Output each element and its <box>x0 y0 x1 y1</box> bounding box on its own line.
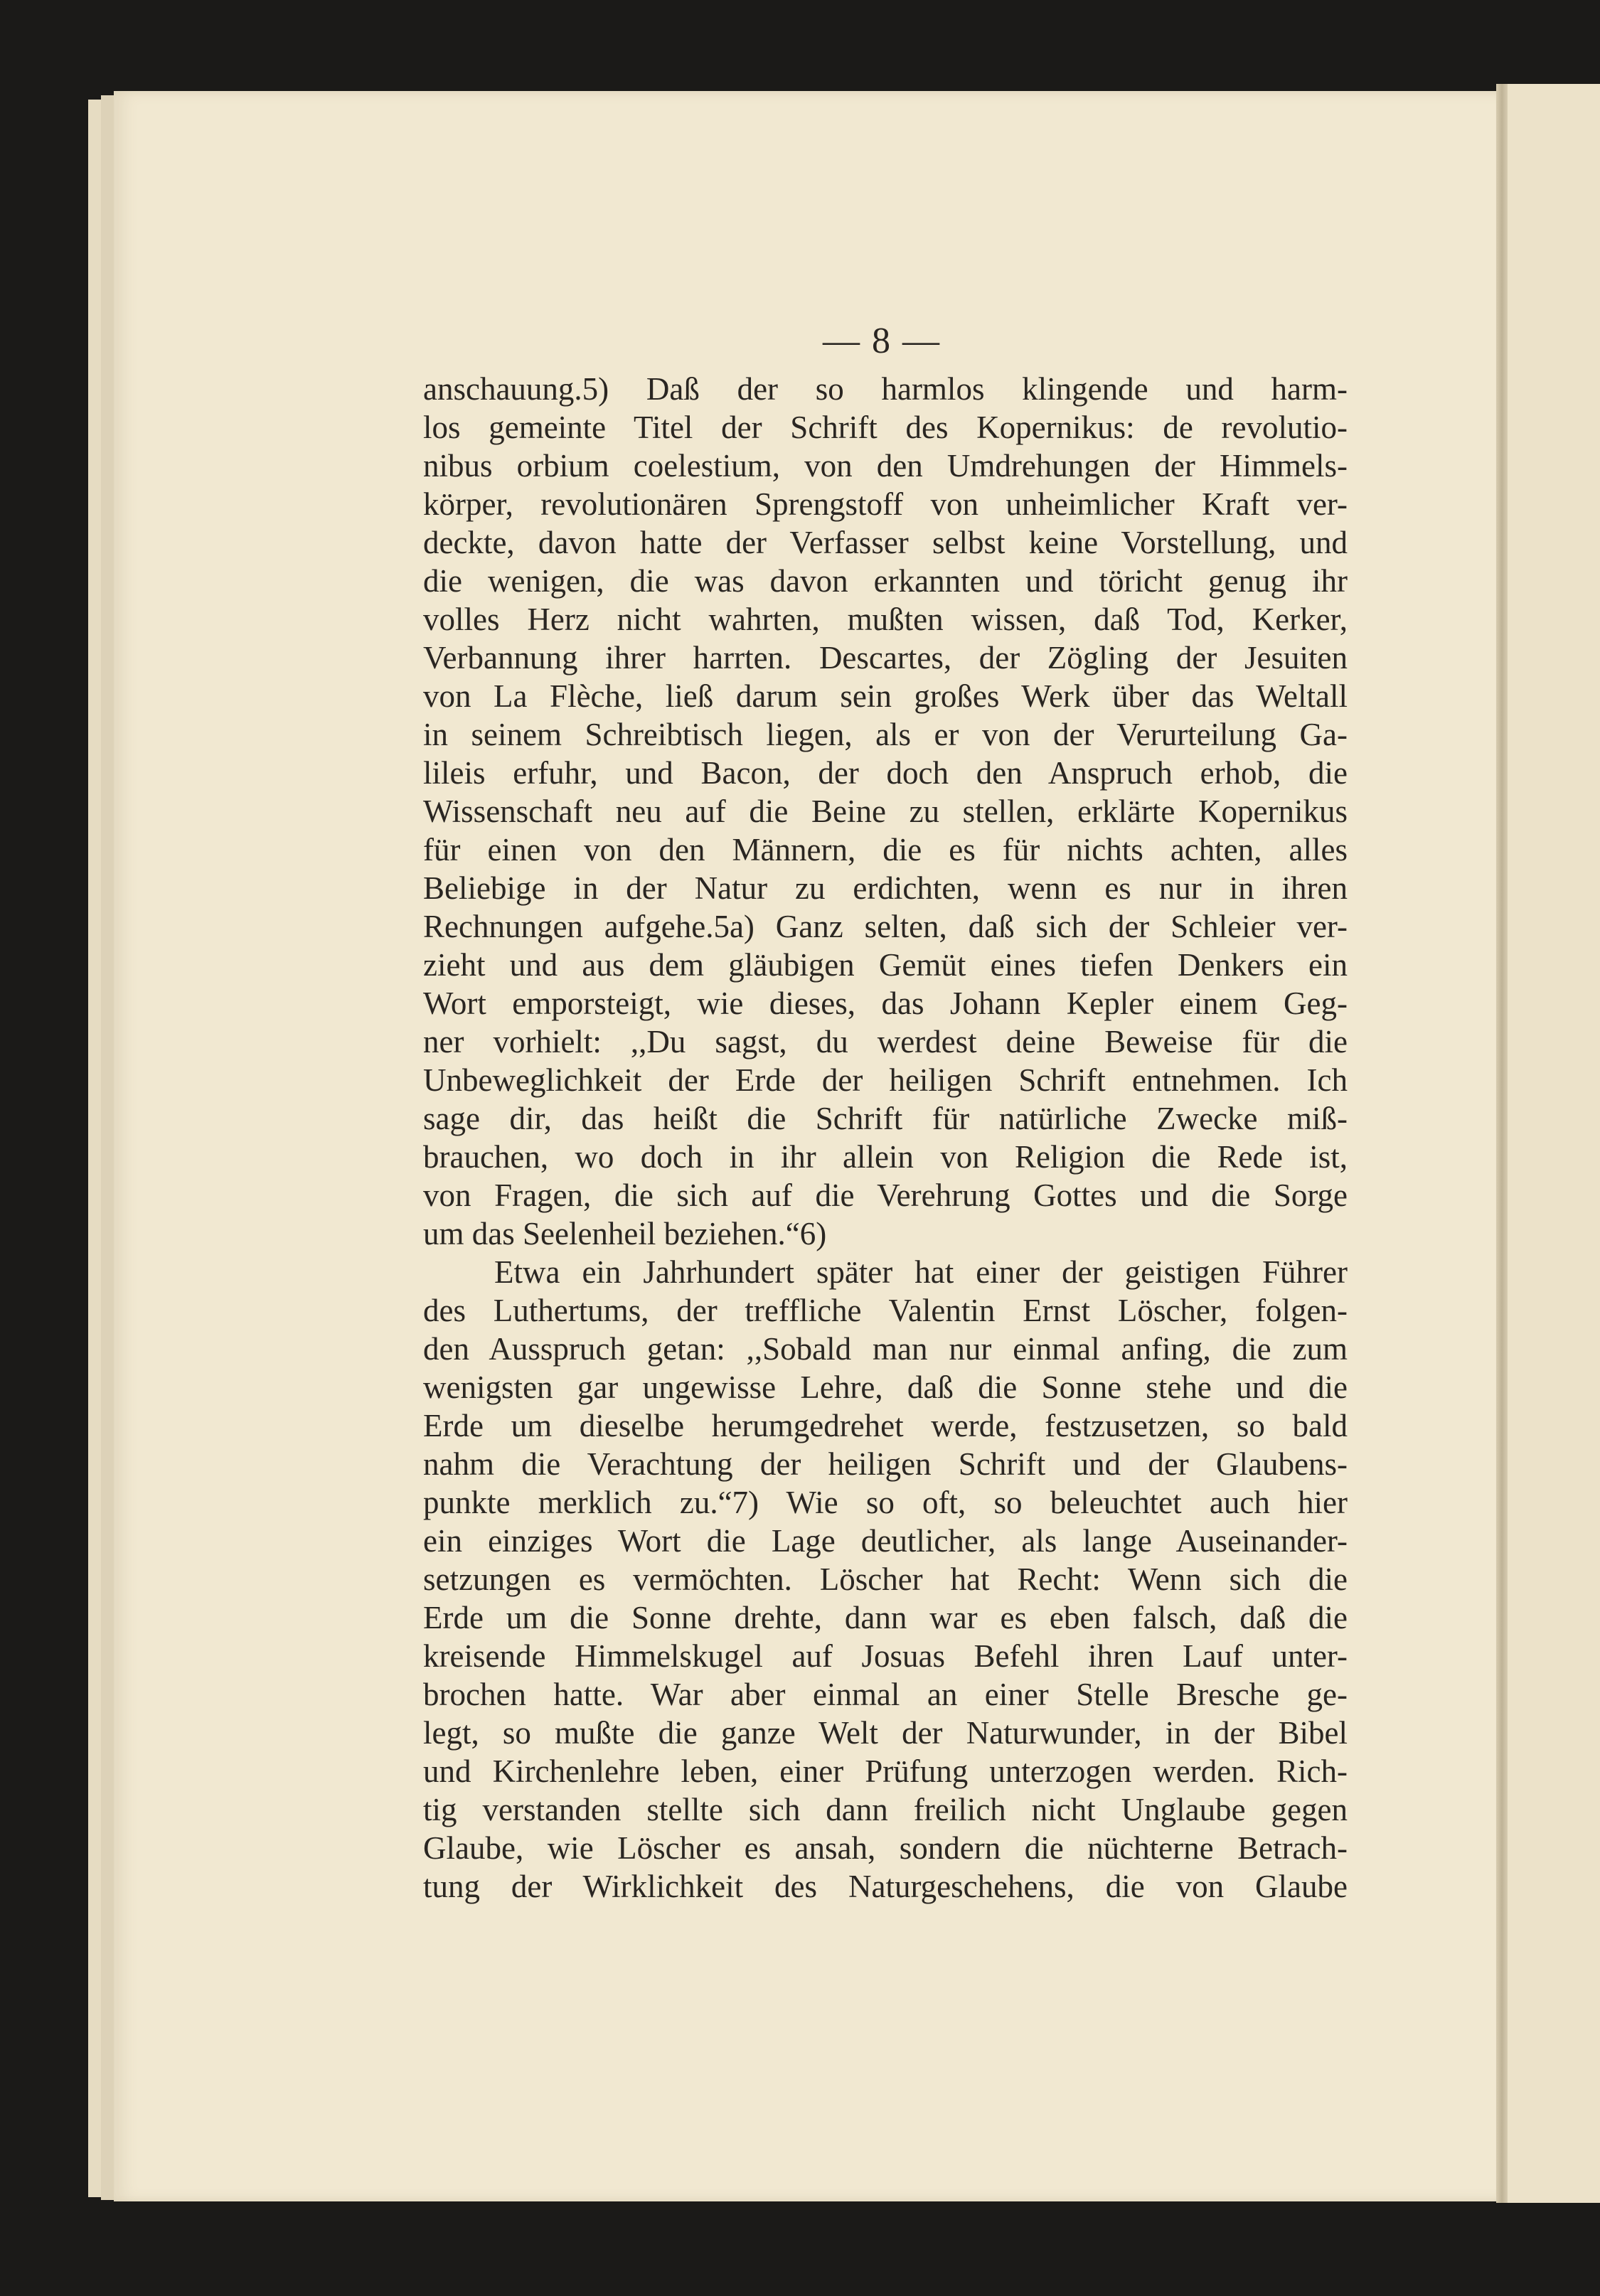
text-line: Beliebige in der Natur zu erdichten, wenn es nur in ihren <box>423 870 1348 906</box>
text-line: Glaube, wie Löscher es ansah, sondern die nüchterne Betrach- <box>423 1830 1348 1866</box>
book-gutter <box>1496 84 1508 2203</box>
text-line: den Ausspruch getan: ,,Sobald man nur einmal anfing, die zum <box>423 1331 1348 1367</box>
text-line: Erde um dieselbe herumgedrehet werde, festzusetzen, so bald <box>423 1408 1348 1443</box>
page-number: — 8 — <box>823 321 941 361</box>
text-line: Rechnungen aufgehe.5a) Ganz selten, daß sich der Schleier ver- <box>423 909 1348 944</box>
text-line: zieht und aus dem gläubigen Gemüt eines tiefen Denkers ein <box>423 947 1348 983</box>
page-stack-edge <box>101 95 115 2200</box>
text-line: nibus orbium coelestium, von den Umdrehungen der Himmels- <box>423 448 1348 484</box>
text-line: nahm die Verachtung der heiligen Schrift und der Glaubens- <box>423 1446 1348 1482</box>
text-line: deckte, davon hatte der Verfasser selbst keine Vorstellung, und <box>423 525 1348 560</box>
text-line: körper, revolutionären Sprengstoff von unheimlicher Kraft ver- <box>423 486 1348 522</box>
text-line: brauchen, wo doch in ihr allein von Religion die Rede ist, <box>423 1139 1348 1175</box>
body-text <box>423 370 1348 1906</box>
text-line: ein einziges Wort die Lage deutlicher, als lange Auseinander- <box>423 1523 1348 1559</box>
text-line: die wenigen, die was davon erkannten und töricht genug ihr <box>423 563 1348 599</box>
text-line: in seinem Schreibtisch liegen, als er von der Verurteilung Ga- <box>423 717 1348 752</box>
text-line: legt, so mußte die ganze Welt der Naturwunder, in der Bibel <box>423 1715 1348 1751</box>
text-line: Etwa ein Jahrhundert später hat einer der geistigen Führer <box>494 1254 1348 1290</box>
text-line: los gemeinte Titel der Schrift des Kopernikus: de revolutio- <box>423 410 1348 445</box>
text-line: sage dir, das heißt die Schrift für natürliche Zwecke miß- <box>423 1101 1348 1136</box>
next-page-edge <box>1506 84 1600 2203</box>
text-line: des Luthertums, der treffliche Valentin Ernst Löscher, folgen- <box>423 1293 1348 1328</box>
text-line: anschauung.5) Daß der so harmlos klingende und harm- <box>423 371 1348 407</box>
text-line: Unbeweglichkeit der Erde der heiligen Schrift entnehmen. Ich <box>423 1062 1348 1098</box>
text-line: um das Seelenheil beziehen.“6) <box>423 1216 827 1251</box>
text-line: brochen hatte. War aber einmal an einer Stelle Bresche ge- <box>423 1677 1348 1712</box>
text-line: volles Herz nicht wahrten, mußten wissen, daß Tod, Kerker, <box>423 602 1348 637</box>
text-line: für einen von den Männern, die es für nichts achten, alles <box>423 832 1348 867</box>
text-line: punkte merklich zu.“7) Wie so oft, so beleuchtet auch hier <box>423 1485 1348 1520</box>
text-line: und Kirchenlehre leben, einer Prüfung unterzogen werden. Rich- <box>423 1753 1348 1789</box>
text-line: setzungen es vermöchten. Löscher hat Recht: Wenn sich die <box>423 1561 1348 1597</box>
text-line: wenigsten gar ungewisse Lehre, daß die Sonne stehe und die <box>423 1369 1348 1405</box>
text-line: Wissenschaft neu auf die Beine zu stellen, erklärte Kopernikus <box>423 794 1348 829</box>
text-line: Wort emporsteigt, wie dieses, das Johann Kepler einem Geg- <box>423 986 1348 1021</box>
text-line: Erde um die Sonne drehte, dann war es eben falsch, daß die <box>423 1600 1348 1635</box>
text-line: von La Flèche, ließ darum sein großes Werk über das Weltall <box>423 678 1348 714</box>
text-line: kreisende Himmelskugel auf Josuas Befehl ihren Lauf unter- <box>423 1638 1348 1674</box>
text-line: tig verstanden stellte sich dann freilich nicht Unglaube gegen <box>423 1792 1348 1827</box>
text-line: lileis erfuhr, und Bacon, der doch den Anspruch erhob, die <box>423 755 1348 791</box>
text-line: Verbannung ihrer harrten. Descartes, der Zögling der Jesuiten <box>423 640 1348 676</box>
text-line: tung der Wirklichkeit des Naturgeschehens, die von Glaube <box>423 1869 1348 1904</box>
text-line: von Fragen, die sich auf die Verehrung Gottes und die Sorge <box>423 1178 1348 1213</box>
text-line: ner vorhielt: ,,Du sagst, du werdest deine Beweise für die <box>423 1024 1348 1059</box>
